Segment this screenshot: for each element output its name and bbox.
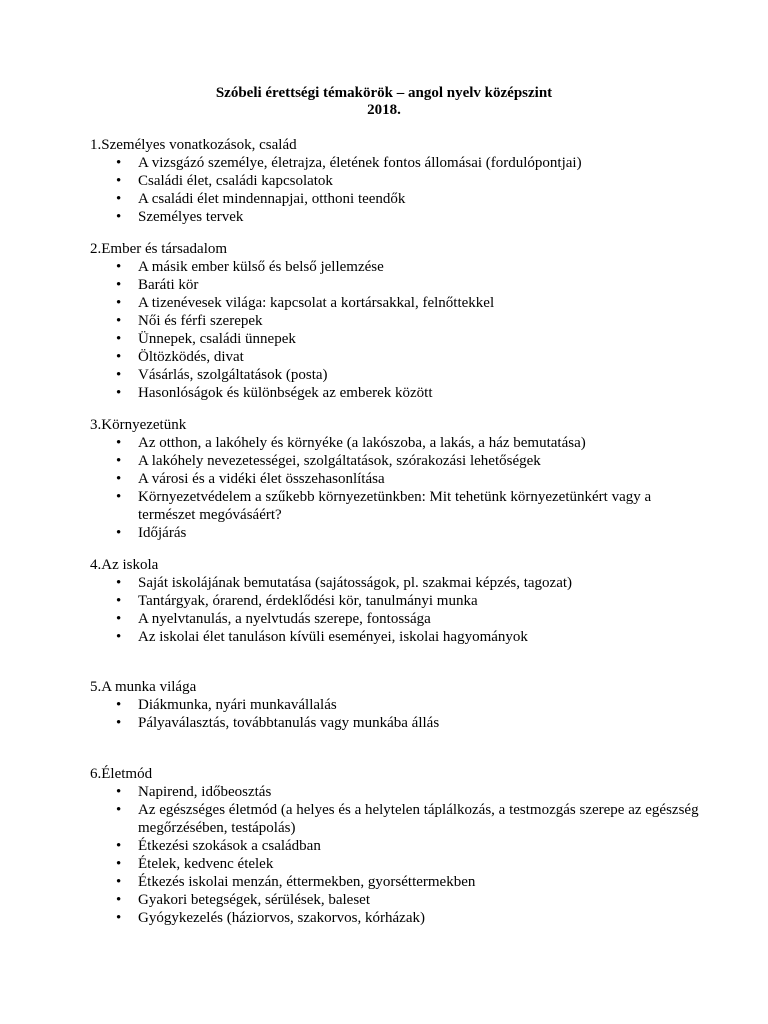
list-item: • A családi élet mindennapjai, otthoni teendők [90, 190, 710, 208]
section-kornyezetunk [90, 416, 710, 542]
list-item: • Az otthon, a lakóhely és környéke (a lakószoba, a lakás, a ház bemutatása) [90, 434, 710, 452]
list-item: • Női és férfi szerepek [90, 312, 710, 330]
list-item: • Tantárgyak, órarend, érdeklődési kör, tanulmányi munka [90, 592, 710, 610]
list-item: • Baráti kör [90, 276, 710, 294]
topic-list [90, 574, 710, 646]
list-item: • Ételek, kedvenc ételek [90, 855, 710, 873]
topic-list [90, 783, 710, 927]
list-item: • A másik ember külső és belső jellemzése [90, 258, 710, 276]
section-heading: 4.Az iskola [90, 557, 159, 573]
list-item: • Időjárás [90, 524, 710, 542]
section-az-iskola [90, 556, 710, 646]
list-item: • A vizsgázó személye, életrajza, életének fontos állomásai (fordulópontjai) [90, 154, 710, 172]
list-item: • Az iskolai élet tanuláson kívüli eseményei, iskolai hagyományok [90, 628, 710, 646]
list-item: • A nyelvtanulás, a nyelvtudás szerepe, fontossága [90, 610, 710, 628]
list-item: • A lakóhely nevezetességei, szolgáltatások, szórakozási lehetőségek [90, 452, 710, 470]
list-item: • Személyes tervek [90, 208, 710, 226]
list-item: • Öltözködés, divat [90, 348, 710, 366]
list-item: • Napirend, időbeosztás [90, 783, 710, 801]
section-heading: 2.Ember és társadalom [90, 241, 228, 257]
list-item: • Pályaválasztás, továbbtanulás vagy munkába állás [90, 714, 710, 732]
section-heading: 5.A munka világa [90, 679, 197, 695]
list-item: • Gyógykezelés (háziorvos, szakorvos, kórházak) [90, 909, 710, 927]
section-szemelyes-vonatkozasok [90, 136, 710, 226]
section-ember-es-tarsadalom [90, 240, 710, 402]
section-a-munka-vilaga [90, 678, 710, 732]
document-year: 2018. [367, 102, 401, 118]
section-heading: 3.Környezetünk [90, 417, 187, 433]
list-item: • A városi és a vidéki élet összehasonlítása [90, 470, 710, 488]
list-item: • Diákmunka, nyári munkavállalás [90, 696, 710, 714]
list-item: • Étkezés iskolai menzán, éttermekben, gyorséttermekben [90, 873, 710, 891]
section-heading: 6.Életmód [90, 766, 153, 782]
list-item: • Családi élet, családi kapcsolatok [90, 172, 710, 190]
list-item: • Ünnepek, családi ünnepek [90, 330, 710, 348]
section-heading: 1.Személyes vonatkozások, család [90, 137, 297, 153]
list-item: • Vásárlás, szolgáltatások (posta) [90, 366, 710, 384]
topic-list [90, 434, 710, 542]
list-item: • Saját iskolájának bemutatása (sajátosságok, pl. szakmai képzés, tagozat) [90, 574, 710, 592]
topic-list [90, 258, 710, 402]
topic-list [90, 696, 710, 732]
list-item: • Étkezési szokások a családban [90, 837, 710, 855]
list-item: • Hasonlóságok és különbségek az emberek között [90, 384, 710, 402]
list-item: • A tizenévesek világa: kapcsolat a kortársakkal, felnőttekkel [90, 294, 710, 312]
list-item: • Környezetvédelem a szűkebb környezetünkben: Mit tehetünk környezetünkért vagy a természet megóvásáért? [90, 488, 710, 524]
section-eletmod [90, 765, 710, 927]
document-title: Szóbeli érettségi témakörök – angol nyelv középszint [215, 85, 553, 101]
list-item: • Az egészséges életmód (a helyes és a helytelen táplálkozás, a testmozgás szerepe az egészség megőrzésében, testápolás) [90, 801, 710, 837]
topic-list [90, 154, 710, 226]
list-item: • Gyakori betegségek, sérülések, baleset [90, 891, 710, 909]
